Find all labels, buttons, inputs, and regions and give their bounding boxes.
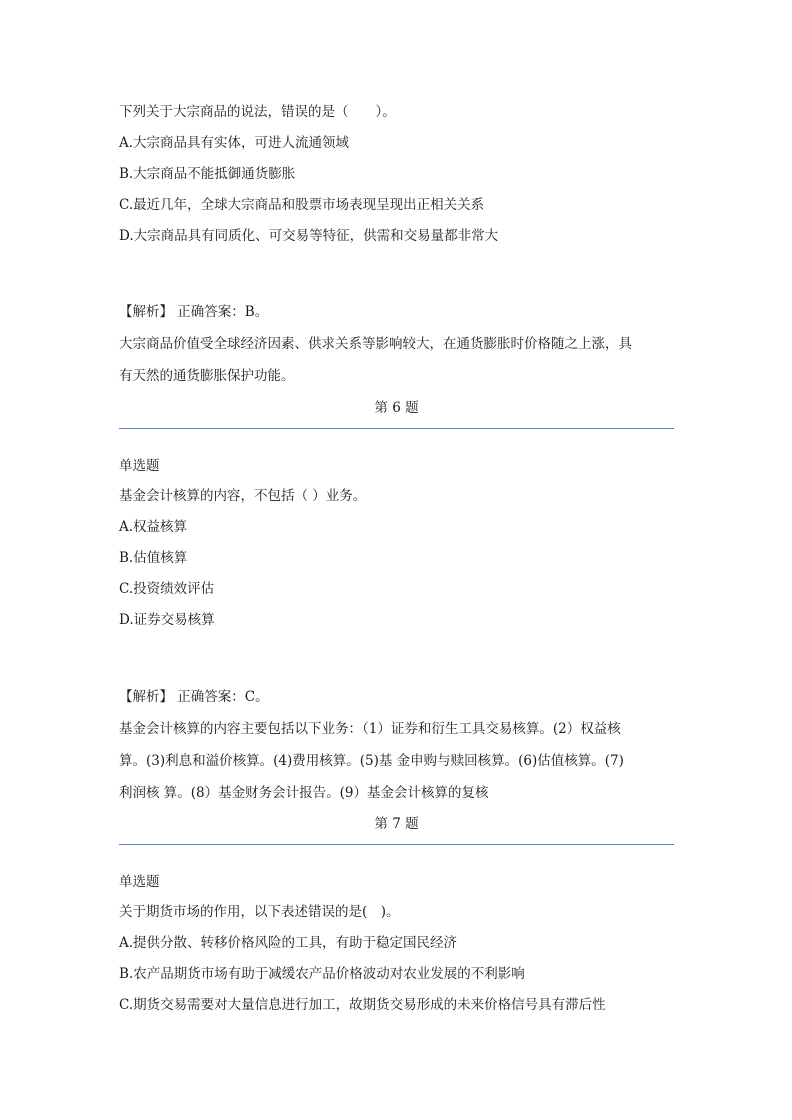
- q6-option-a: A.权益核算: [119, 519, 188, 535]
- q6-option-c: C.投资绩效评估: [119, 581, 215, 597]
- q6-divider: [119, 428, 674, 429]
- q6-option-b: B.估值核算: [119, 550, 188, 566]
- q5-analysis-line-1: 大宗商品价值受全球经济因素、供求关系等影响较大，在通货膨胀时价格随之上涨，具: [119, 336, 632, 352]
- q6-analysis-line-1: 基金会计核算的内容主要包括以下业务：（1）证券和衍生工具交易核算。(2）权益核: [119, 721, 621, 737]
- q7-option-a: A.提供分散、转移价格风险的工具，有助于稳定国民经济: [119, 935, 458, 951]
- q6-analysis-header: 【解析】 正确答案：C。: [119, 689, 269, 705]
- q7-divider: [119, 844, 674, 845]
- q6-type: 单选题: [119, 458, 160, 474]
- q5-option-d: D.大宗商品具有同质化、可交易等特征，供需和交易量都非常大: [119, 228, 499, 244]
- q5-analysis-line-2: 有天然的通货膨胀保护功能。: [119, 368, 295, 384]
- q5-option-a: A.大宗商品具有实体，可进人流通领域: [119, 135, 350, 151]
- q5-analysis-header: 【解析】 正确答案：B。: [119, 304, 269, 320]
- q7-option-c: C.期货交易需要对大量信息进行加工，故期货交易形成的未来价格信号具有滞后性: [119, 997, 606, 1013]
- q5-option-b: B.大宗商品不能抵御通货膨胀: [119, 166, 296, 182]
- q6-analysis-line-3: 利润核 算。(8）基金财务会计报告。(9）基金会计核算的复核: [119, 785, 489, 801]
- q7-stem: 关于期货市场的作用，以下表述错误的是( )。: [119, 904, 400, 920]
- q7-number-label: 第 7 题: [374, 816, 419, 832]
- q5-option-c: C.最近几年，全球大宗商品和股票市场表现呈现出正相关关系: [119, 197, 485, 213]
- q6-stem: 基金会计核算的内容，不包括（ ）业务。: [119, 488, 367, 504]
- q7-type: 单选题: [119, 874, 160, 890]
- q6-analysis-line-2: 算。(3)利息和溢价核算。(4)费用核算。(5)基 金申购与赎回核算。(6)估值核算。(7): [119, 753, 624, 769]
- q6-number-label: 第 6 题: [374, 400, 419, 416]
- q7-option-b: B.农产品期货市场有助于减缓农产品价格波动对农业发展的不利影响: [119, 966, 525, 982]
- q5-stem: 下列关于大宗商品的说法，错误的是（ ）。: [119, 104, 396, 120]
- q6-option-d: D.证券交易核算: [119, 612, 215, 628]
